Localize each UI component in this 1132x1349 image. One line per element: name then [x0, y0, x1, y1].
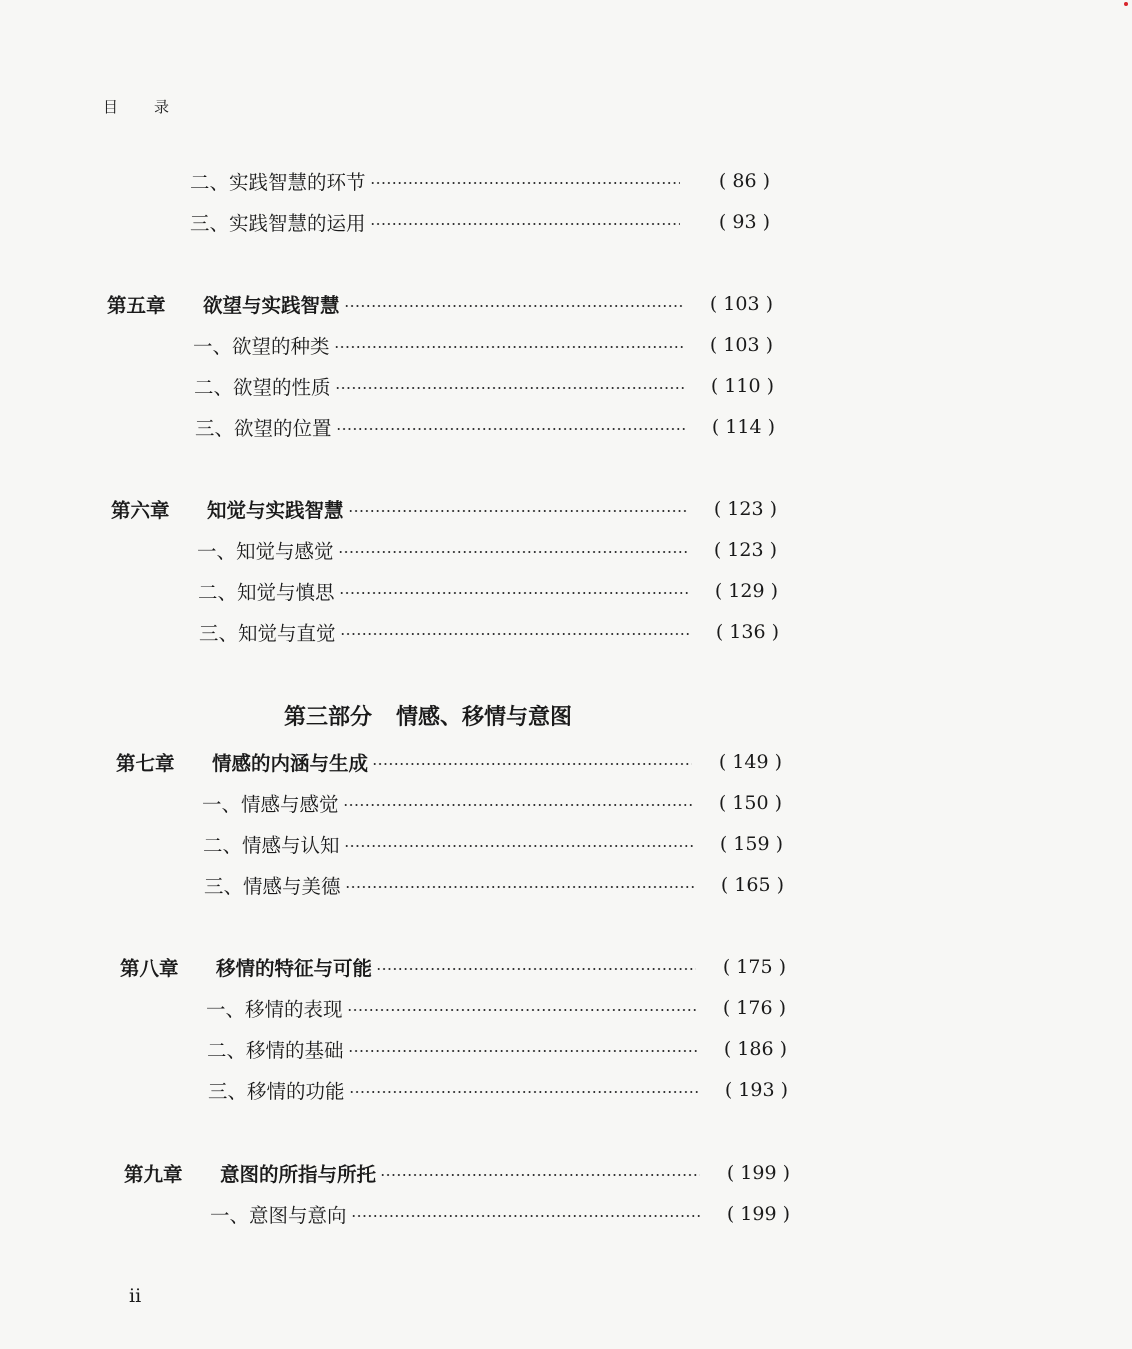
entry-page: ( 199 ): [726, 1203, 790, 1225]
chapter-title: 意图的所指与所托: [220, 1163, 377, 1186]
entry-page: ( 86 ): [718, 170, 770, 192]
entry-page: ( 103 ): [709, 293, 773, 315]
entry-title: 三、知觉与直觉: [199, 622, 336, 645]
entry-page: ( 193 ): [724, 1079, 788, 1101]
entry-page: ( 149 ): [718, 751, 782, 773]
entry-title: 二、欲望的性质: [194, 376, 331, 399]
entry-title: 一、移情的表现: [206, 998, 343, 1021]
entry-page: ( 136 ): [715, 621, 779, 643]
toc-entry[interactable]: [197, 535, 777, 565]
dot-leader: [338, 551, 687, 553]
chapter-title: 情感的内涵与生成: [212, 752, 369, 775]
toc-entry[interactable]: [193, 330, 773, 360]
toc-chapter-entry[interactable]: [124, 1158, 790, 1188]
entry-title: 二、知觉与慎思: [198, 581, 335, 604]
toc-entry[interactable]: [190, 207, 770, 237]
toc-entry[interactable]: [195, 412, 775, 442]
entry-page: ( 175 ): [722, 956, 786, 978]
entry-title: 一、意图与意向: [210, 1204, 347, 1227]
dot-leader: [344, 845, 693, 847]
dot-leader: [344, 305, 683, 307]
dot-leader: [376, 968, 696, 970]
toc-entry[interactable]: [207, 1034, 787, 1064]
toc-entry[interactable]: [198, 576, 778, 606]
entry-page: ( 129 ): [714, 580, 778, 602]
entry-page: ( 159 ): [719, 833, 783, 855]
entry-page: ( 199 ): [726, 1162, 790, 1184]
dot-leader: [339, 592, 688, 594]
dot-leader: [380, 1174, 700, 1176]
dot-leader: [351, 1215, 700, 1217]
chapter-number: 第六章: [111, 499, 170, 522]
corner-mark: [1124, 2, 1128, 6]
entry-title: 三、移情的功能: [208, 1080, 345, 1103]
entry-title: 三、情感与美德: [204, 875, 341, 898]
toc-entry[interactable]: [203, 829, 783, 859]
toc-entry[interactable]: [208, 1075, 788, 1105]
toc-entry[interactable]: [190, 166, 770, 196]
part-title: 情感、移情与意图: [396, 705, 573, 730]
dot-leader: [349, 1091, 698, 1093]
dot-leader: [348, 1050, 697, 1052]
dot-leader: [372, 763, 692, 765]
entry-page: ( 123 ): [713, 498, 777, 520]
dot-leader: [348, 510, 687, 512]
dot-leader: [347, 1009, 696, 1011]
chapter-title: 移情的特征与可能: [216, 957, 373, 980]
entry-title: 三、欲望的位置: [195, 417, 332, 440]
entry-page: ( 123 ): [713, 539, 777, 561]
toc-chapter-entry[interactable]: [107, 289, 773, 319]
chapter-number: 第八章: [120, 957, 179, 980]
toc-entry[interactable]: [202, 788, 782, 818]
header-char-2: 录: [154, 98, 170, 116]
running-header: [103, 96, 205, 117]
toc-entry[interactable]: [210, 1199, 790, 1229]
toc-chapter-entry[interactable]: [120, 952, 786, 982]
dot-leader: [343, 804, 692, 806]
entry-page: ( 150 ): [718, 792, 782, 814]
dot-leader: [370, 182, 680, 184]
header-char-1: 目: [103, 98, 119, 116]
chapter-number: 第五章: [107, 294, 166, 317]
entry-title: 一、知觉与感觉: [197, 540, 334, 563]
entry-page: ( 114 ): [711, 416, 775, 438]
entry-page: ( 110 ): [710, 375, 774, 397]
part-number: 第三部分: [284, 705, 373, 730]
entry-title: 一、欲望的种类: [193, 335, 330, 358]
entry-title: 一、情感与感觉: [202, 793, 339, 816]
toc-entry[interactable]: [199, 617, 779, 647]
entry-page: ( 103 ): [709, 334, 773, 356]
dot-leader: [340, 633, 689, 635]
chapter-number: 第九章: [124, 1163, 183, 1186]
dot-leader: [345, 886, 694, 888]
toc-entry[interactable]: [194, 371, 774, 401]
chapter-title: 欲望与实践智慧: [203, 294, 340, 317]
toc-chapter-entry[interactable]: [116, 747, 782, 777]
entry-title: 二、移情的基础: [207, 1039, 344, 1062]
part-heading: [284, 700, 572, 731]
chapter-title: 知觉与实践智慧: [207, 499, 344, 522]
entry-page: ( 165 ): [720, 874, 784, 896]
entry-page: ( 186 ): [723, 1038, 787, 1060]
entry-title: 三、实践智慧的运用: [190, 212, 366, 235]
page-number: ii: [129, 1285, 142, 1307]
toc-entry[interactable]: [204, 870, 784, 900]
entry-title: 二、实践智慧的环节: [190, 171, 366, 194]
entry-page: ( 176 ): [722, 997, 786, 1019]
dot-leader: [334, 346, 683, 348]
toc-chapter-entry[interactable]: [111, 494, 777, 524]
entry-page: ( 93 ): [718, 211, 770, 233]
dot-leader: [335, 387, 684, 389]
dot-leader: [370, 223, 680, 225]
dot-leader: [336, 428, 685, 430]
entry-title: 二、情感与认知: [203, 834, 340, 857]
toc-entry[interactable]: [206, 993, 786, 1023]
chapter-number: 第七章: [116, 752, 175, 775]
